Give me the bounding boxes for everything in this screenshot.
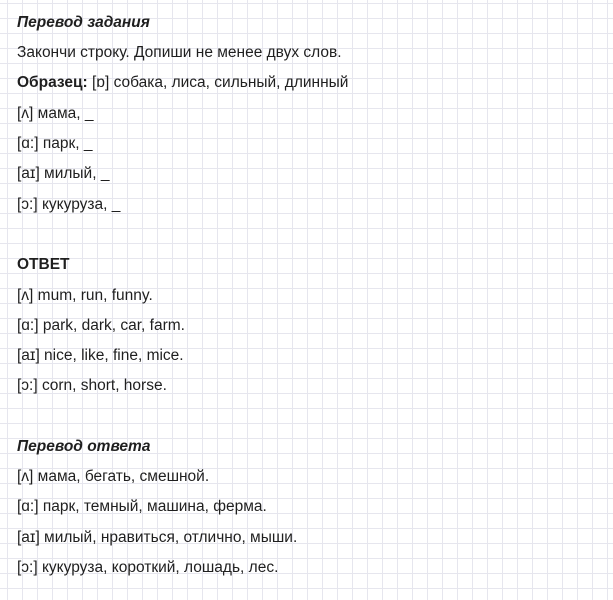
task-instruction: Закончи строку. Допиши не менее двух слов. <box>17 44 342 61</box>
answer-translation-line: [aɪ] милый, нравиться, отлично, мыши. <box>17 529 298 546</box>
example-text: [ɒ] собака, лиса, сильный, длинный <box>87 74 349 91</box>
example-line <box>17 73 348 93</box>
answer-translation-heading: Перевод ответа <box>17 438 151 455</box>
answer-line: [ʌ] mum, run, funny. <box>17 287 153 304</box>
example-label: Образец: <box>17 74 88 91</box>
answer-line: [aɪ] nice, like, fine, mice. <box>17 347 184 364</box>
answer-translation-line: [ʌ] мама, бегать, смешной. <box>17 468 210 485</box>
task-line: [ɑ:] парк, _ <box>17 135 93 152</box>
answer-line: [ɔ:] corn, short, horse. <box>17 377 167 394</box>
task-line: [aɪ] милый, _ <box>17 165 110 182</box>
answer-translation-line: [ɑ:] парк, темный, машина, ферма. <box>17 498 267 515</box>
answer-translation-line: [ɔ:] кукуруза, короткий, лошадь, лес. <box>17 559 279 576</box>
answer-line: [ɑ:] park, dark, car, farm. <box>17 317 185 334</box>
task-line: [ʌ] мама, _ <box>17 105 94 122</box>
task-line: [ɔ:] кукуруза, _ <box>17 196 121 213</box>
answer-heading: ОТВЕТ <box>17 256 70 273</box>
task-translation-heading: Перевод задания <box>17 14 150 31</box>
